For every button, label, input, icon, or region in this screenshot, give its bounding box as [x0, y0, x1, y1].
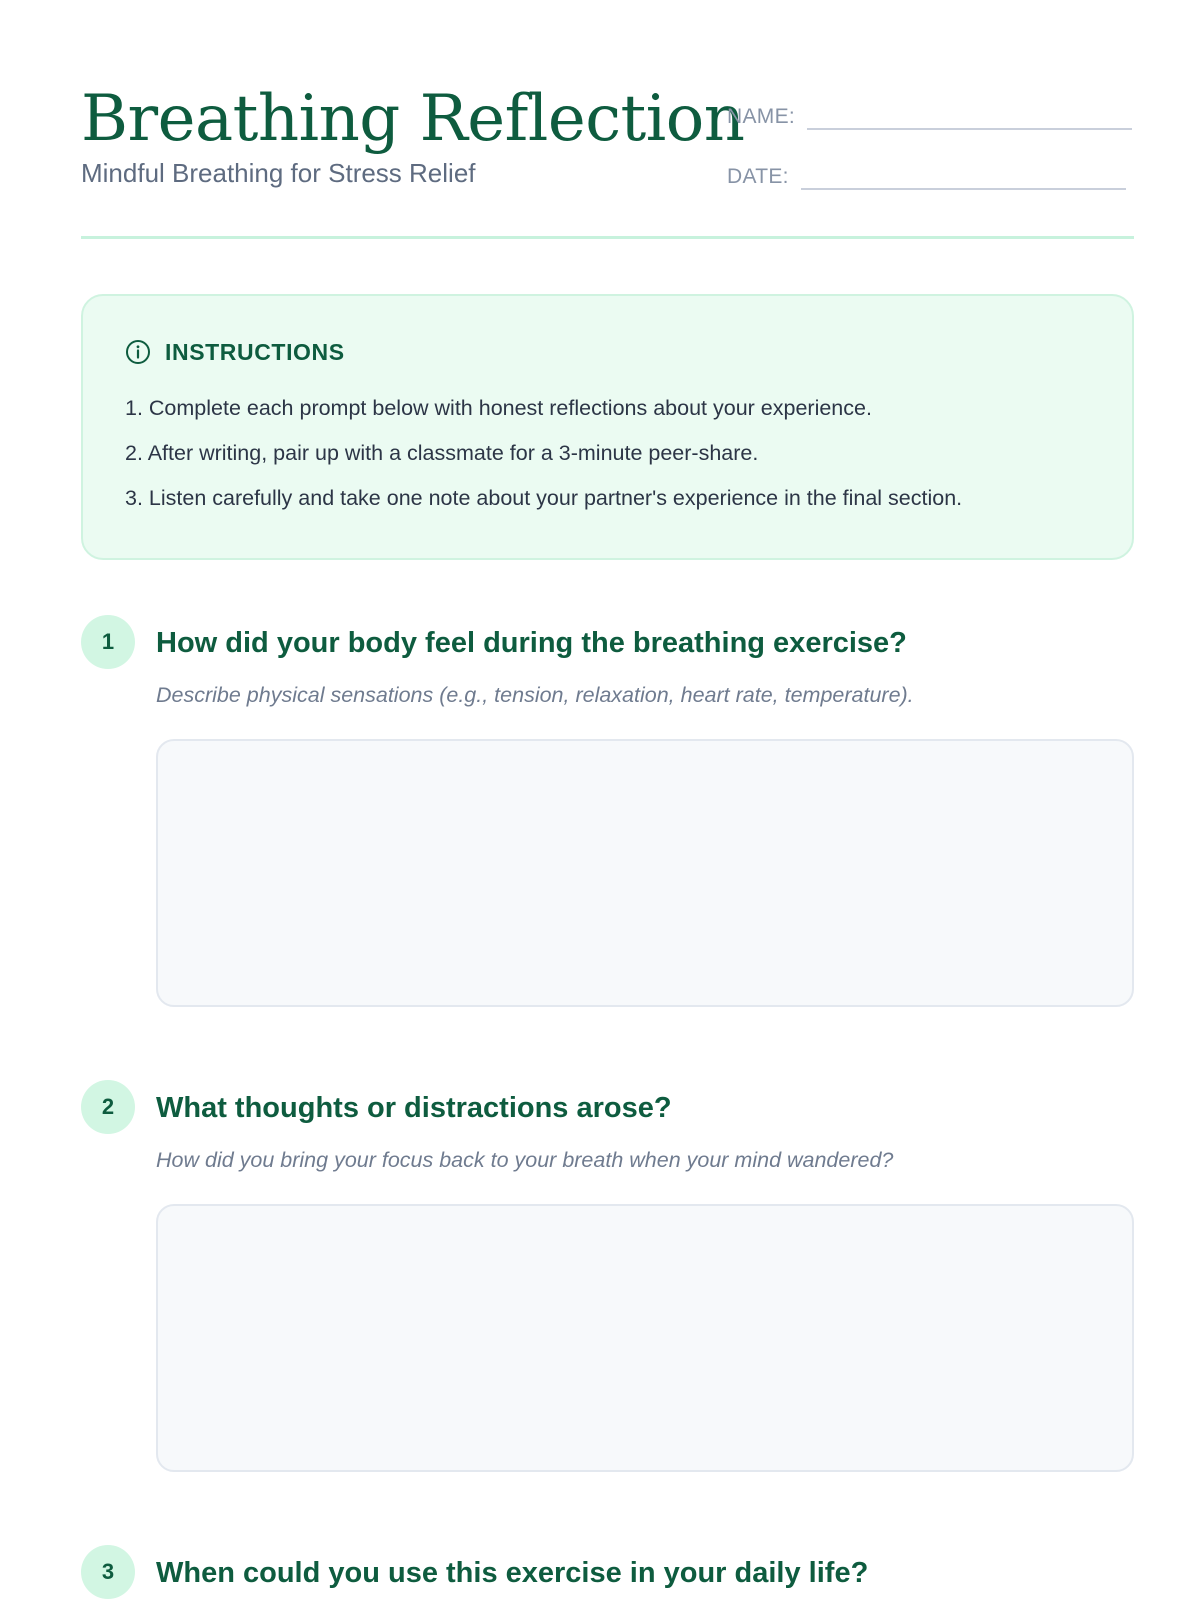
question-number-badge: 3	[81, 1545, 135, 1599]
header-divider	[81, 236, 1134, 239]
instructions-list	[125, 394, 1090, 512]
question-3	[81, 1545, 1134, 1600]
name-label: NAME:	[727, 105, 796, 128]
question-number-badge: 2	[81, 1080, 135, 1134]
instructions-panel	[81, 294, 1134, 560]
question-number-badge: 1	[81, 615, 135, 669]
instruction-item: 2. After writing, pair up with a classmate for a 3-minute peer-share.	[125, 441, 759, 465]
instructions-title: INSTRUCTIONS	[165, 338, 345, 365]
name-field	[727, 90, 1132, 130]
question-title: When could you use this exercise in your daily life?	[156, 1557, 869, 1589]
name-input-line[interactable]	[807, 104, 1132, 130]
answer-box[interactable]	[156, 739, 1134, 1007]
question-1	[81, 615, 1134, 1015]
answer-box[interactable]	[156, 1204, 1134, 1472]
info-icon	[125, 339, 151, 365]
question-hint: Describe physical sensations (e.g., tension, relaxation, heart rate, temperature).	[156, 683, 914, 707]
question-title: How did your body feel during the breathing exercise?	[156, 627, 907, 659]
page-title: Breathing Reflection	[81, 82, 745, 156]
date-input-line[interactable]	[801, 164, 1126, 190]
instructions-header	[125, 338, 1090, 366]
instruction-item: 3. Listen carefully and take one note about your partner's experience in the final section.	[125, 486, 963, 510]
instruction-item: 1. Complete each prompt below with honest reflections about your experience.	[125, 396, 872, 420]
question-hint: How did you bring your focus back to your breath when your mind wandered?	[156, 1148, 894, 1172]
question-2	[81, 1080, 1134, 1480]
date-label: DATE:	[727, 165, 789, 188]
date-field	[727, 150, 1126, 190]
page-subtitle: Mindful Breathing for Stress Relief	[81, 158, 476, 188]
question-title: What thoughts or distractions arose?	[156, 1092, 672, 1124]
worksheet-header	[81, 80, 1134, 240]
